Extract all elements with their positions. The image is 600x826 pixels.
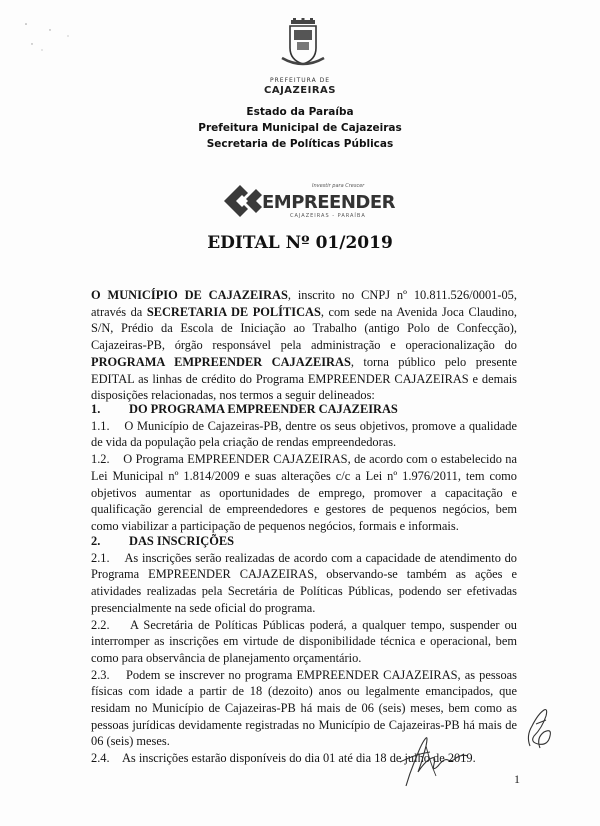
item-2-2-text: A Secretária de Políticas Públicas poderá, a qualquer tempo, suspender ou interromper as inscrições em virtude de disponibilidade técnica e operacional, bem como para observância de planejamento orçamentário. [91,617,517,665]
intro-programa: PROGRAMA EMPREENDER CAJAZEIRAS [91,354,351,369]
intro-text-3: , torna público pelo presente EDITAL as linhas de crédito do Programa EMPREENDER CAJAZEIRAS e demais disposições relacionadas, nos termos a seguir delineados: [91,354,517,403]
intro-text-1: , inscrito no CNPJ nº 10.811.526/0001-05, através da [91,288,517,319]
item-2-4-text: As inscrições estarão disponíveis do dia 01 até dia 18 de julho de 2019. [121,751,476,766]
city-crest-logo [280,18,326,70]
item-1-2 [91,451,517,535]
item-2-1-text: As inscrições serão realizadas de acordo com a capacidade de atendimento do Programa EMPREENDER CAJAZEIRAS, observando-se também as ações e atividades realizadas pela Secretária de Políticas Públicas, podendo ser efetivadas presencialmente na sede oficial do programa. [91,550,518,615]
margin-initials-signature [524,706,554,752]
empreender-subtitle: CAJAZEIRAS - PARAÍBA [290,213,366,219]
intro-text-2: , com sede na Avenida Joca Claudino, S/N, Prédio da Escola de Iniciação ao Trabalho (antigo Polo de Confecção), Cajazeiras-PB, órgão responsável pela administração e operacionalização do [91,304,517,353]
item-1-2-number: 1.2. [91,452,110,467]
item-2-2 [91,617,517,667]
document-title: EDITAL Nº 01/2019 [207,233,393,253]
item-2-1-number: 2.1. [91,550,110,565]
intro-paragraph [91,287,517,404]
intro-lead: O MUNICÍPIO DE CAJAZEIRAS [91,288,288,302]
section-2-title: DAS INSCRIÇÕES [129,534,235,548]
item-2-3-text: Podem se inscrever no programa EMPREENDER CAJAZEIRAS, as pessoas físicas com idade a partir de 18 (dezoito) anos ou legalmente emancipados, que residam no Município de Cajazeiras-PB há mais de 06 (seis) meses, bem como as pessoas jurídicas devidamente registradas no Município de Cajazeiras-PB há mais de 06 (seis) meses. [91,667,518,749]
intro-secretaria: SECRETARIA DE POLÍTICAS [146,304,321,319]
section-1-heading [91,401,517,418]
item-1-1 [91,418,517,451]
crest-city-name: CAJAZEIRAS [264,85,336,96]
section-2-number: 2. [91,534,101,548]
item-1-1-text: O Município de Cajazeiras-PB, dentre os seus objetivos, promove a qualidade de vida da população pela criação de rendas empreendedoras. [91,418,517,450]
header-municipality: Prefeitura Municipal de Cajazeiras [198,122,402,134]
item-2-3-number: 2.3. [91,667,110,682]
item-2-2-number: 2.2. [91,617,110,632]
bottom-signature [396,732,476,792]
item-2-1 [91,550,517,617]
section-1 [91,401,517,535]
item-1-2-text: O Programa EMPREENDER CAJAZEIRAS, de acordo com o estabelecido na Lei Municipal nº 1.814/2009 e suas alterações c/c a Lei nº 1.976/2011, tem como objetivos aumentar as oportunidades de emprego, promover a capacitação e qualificação gerencial de empreendedores e gestores de pequenos negócios, bem como viabilizar a participação de pequenos negócios, formais e informais. [91,452,518,533]
crest-label: PREFEITURA DE [270,77,330,84]
empreender-name: EMPREENDER [262,192,396,213]
page-number: 1 [514,772,520,786]
scan-marks [20,20,80,60]
header-state: Estado da Paraíba [246,106,354,118]
item-2-4-number: 2.4. [91,751,110,766]
section-1-number: 1. [91,402,101,416]
empreender-tagline: Investir para Crescer [312,183,365,189]
section-1-title: DO PROGRAMA EMPREENDER CAJAZEIRAS [129,402,398,416]
section-2-heading [91,533,517,550]
header-secretariat: Secretaria de Políticas Públicas [206,138,394,150]
item-1-1-number: 1.1. [91,418,110,433]
